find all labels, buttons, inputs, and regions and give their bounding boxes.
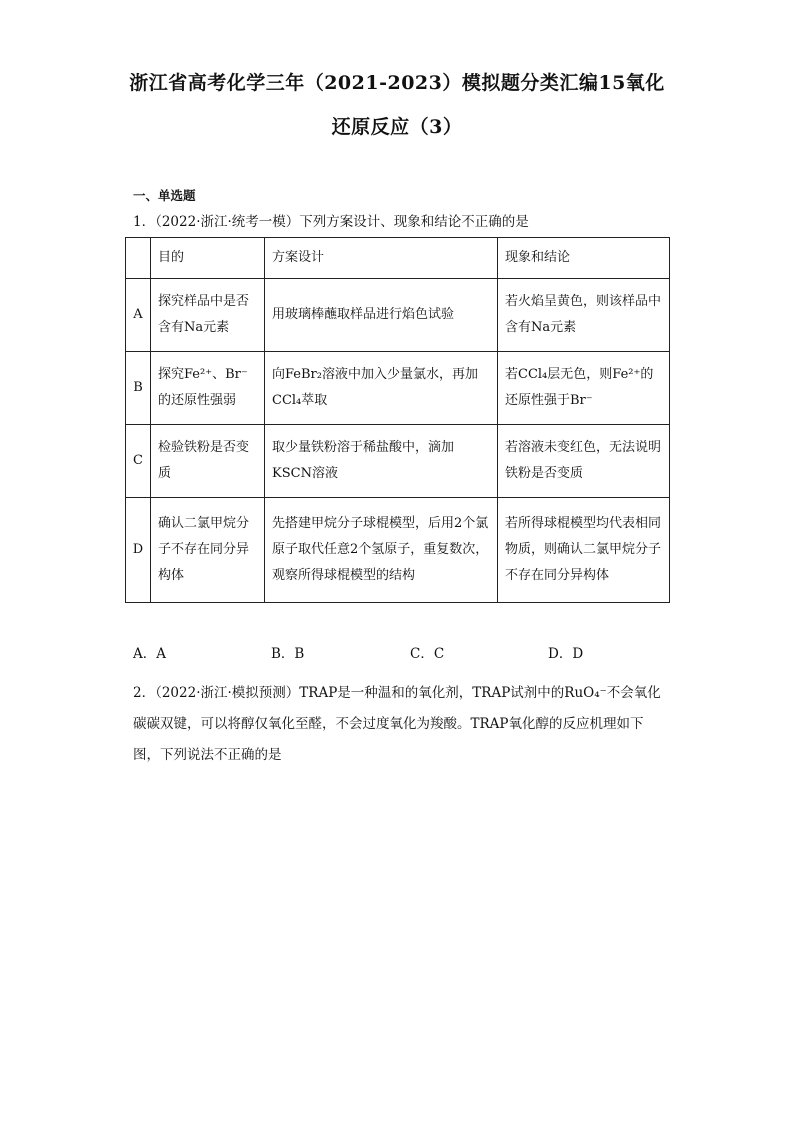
document-title-line1: 浙江省高考化学三年（2021-2023）模拟题分类汇编15氧化: [129, 72, 665, 94]
row-design: 先搭建甲烷分子球棍模型，后用2个氯原子取代任意2个氢原子，重复数次，观察所得球棍模型的结构: [265, 498, 498, 603]
table-row: [126, 425, 670, 498]
row-result: 若火焰呈黄色，则该样品中含有Na元素: [498, 279, 670, 352]
row-result: 若CCl₄层无色，则Fe²⁺的还原性强于Br⁻: [498, 352, 670, 425]
row-purpose: 探究样品中是否含有Na元素: [151, 279, 265, 352]
row-purpose: 确认二氯甲烷分子不存在同分异构体: [151, 498, 265, 603]
question-1-table: [125, 237, 670, 603]
row-label: D: [126, 498, 151, 603]
document-title-line2: 还原反应（3）: [331, 116, 463, 138]
row-design: 用玻璃棒蘸取样品进行焰色试验: [265, 279, 498, 352]
table-row: [126, 498, 670, 603]
question-2-stem: 2．（2022·浙江·模拟预测）TRAP是一种温和的氧化剂，TRAP试剂中的RuO₄⁻不会氧化碳碳双键，可以将醇仅氧化至醛，不会过度氧化为羧酸。TRAP氧化醇的反应机理如下图，下列说法不正确的是: [133, 685, 661, 763]
row-result: 若所得球棍模型均代表相同物质，则确认二氯甲烷分子不存在同分异构体: [498, 498, 670, 603]
row-label: C: [126, 425, 151, 498]
header-cell-result: 现象和结论: [498, 238, 670, 279]
table-header-row: [126, 238, 670, 279]
question-1-stem: 1．（2022·浙江·统考一模）下列方案设计、现象和结论不正确的是: [133, 214, 529, 230]
row-purpose: 检验铁粉是否变质: [151, 425, 265, 498]
row-result: 若溶液未变红色，无法说明铁粉是否变质: [498, 425, 670, 498]
table-row: [126, 352, 670, 425]
header-cell-label: [126, 238, 151, 279]
row-design: 取少量铁粉溶于稀盐酸中，滴加KSCN溶液: [265, 425, 498, 498]
choice-c[interactable]: C．C: [410, 646, 445, 662]
choice-b[interactable]: B．B: [271, 646, 305, 662]
row-purpose: 探究Fe²⁺、Br⁻的还原性强弱: [151, 352, 265, 425]
choice-d[interactable]: D．D: [548, 646, 584, 662]
header-cell-purpose: 目的: [151, 238, 265, 279]
header-cell-design: 方案设计: [265, 238, 498, 279]
section-heading: 一、单选题: [133, 188, 196, 203]
table-row: [126, 279, 670, 352]
choice-a[interactable]: A．A: [133, 646, 166, 662]
row-label: B: [126, 352, 151, 425]
row-label: A: [126, 279, 151, 352]
row-design: 向FeBr₂溶液中加入少量氯水，再加CCl₄萃取: [265, 352, 498, 425]
